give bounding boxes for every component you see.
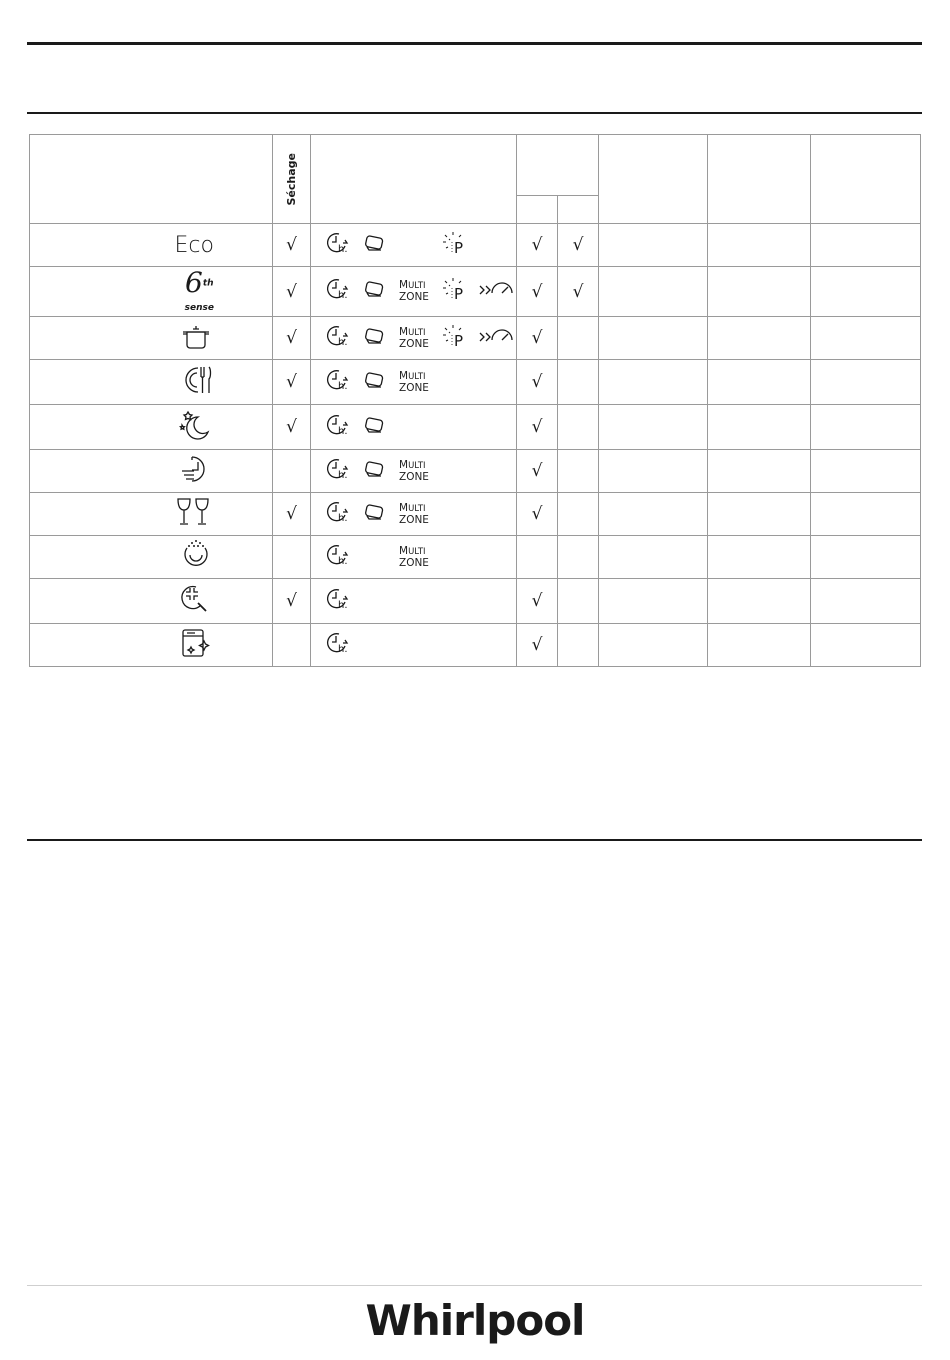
header-sub-a <box>517 196 558 224</box>
svg-text:P: P <box>454 238 464 256</box>
header-program <box>30 135 273 224</box>
program-cell <box>30 624 273 667</box>
col-a-cell <box>517 624 558 667</box>
col-b-cell <box>558 317 599 360</box>
col-a-cell <box>517 224 558 267</box>
header-drying <box>273 135 311 224</box>
drying-label: Séchage <box>285 152 298 206</box>
empty-cell-8 <box>811 360 921 405</box>
svg-text:h.: h. <box>338 380 348 392</box>
6th-sense-icon <box>184 265 214 314</box>
empty-cell-6 <box>599 624 708 667</box>
drying-cell <box>273 224 311 267</box>
multizone-label: MULTI ZONE <box>399 501 429 526</box>
table-row <box>30 624 921 667</box>
program-cell <box>30 450 273 493</box>
check-mark: √ <box>286 328 297 348</box>
header-col-7 <box>708 135 811 224</box>
col-b-cell <box>558 579 599 624</box>
options-cell <box>311 224 517 267</box>
options-cell <box>311 579 517 624</box>
multizone-label: MULTI ZONE <box>399 544 429 569</box>
table-row <box>30 317 921 360</box>
multizone-label: MULTI ZONE <box>399 325 429 350</box>
options-cell <box>311 536 517 579</box>
tablet-icon <box>362 370 386 395</box>
drying-cell <box>273 450 311 493</box>
intensive-pot-icon <box>178 338 214 355</box>
empty-cell-7 <box>708 493 811 536</box>
six-sense-sup: th <box>202 278 214 289</box>
program-cell <box>30 493 273 536</box>
delay-start-icon <box>325 368 351 397</box>
delay-start-icon <box>325 324 351 353</box>
options-cell <box>311 360 517 405</box>
top-rule <box>27 42 922 45</box>
empty-cell-8 <box>811 624 921 667</box>
six-sense-word: sense <box>184 302 214 313</box>
delay-start-icon <box>325 413 351 442</box>
delay-start-icon <box>325 543 351 572</box>
program-cell <box>30 405 273 450</box>
section-rule-lower <box>27 839 922 841</box>
svg-text:h.: h. <box>338 512 348 524</box>
empty-cell-7 <box>708 317 811 360</box>
col-a-cell <box>517 360 558 405</box>
empty-cell-8 <box>811 317 921 360</box>
check-mark: √ <box>286 504 297 524</box>
col-a-cell <box>517 405 558 450</box>
col-b-cell <box>558 493 599 536</box>
glasses-icon <box>174 515 214 532</box>
program-cell <box>30 317 273 360</box>
header-group <box>517 135 599 196</box>
table-row <box>30 536 921 579</box>
program-cell <box>30 267 273 317</box>
drying-cell <box>273 493 311 536</box>
options-cell <box>311 405 517 450</box>
empty-cell-6 <box>599 405 708 450</box>
svg-text:h.: h. <box>338 336 348 348</box>
svg-text:h.: h. <box>338 469 348 481</box>
check-mark: √ <box>531 235 543 255</box>
svg-text:P: P <box>454 331 464 349</box>
empty-cell-6 <box>599 224 708 267</box>
delay-start-icon <box>325 587 351 616</box>
empty-cell-7 <box>708 579 811 624</box>
table-row <box>30 405 921 450</box>
delay-start-icon <box>325 631 351 660</box>
empty-cell-7 <box>708 405 811 450</box>
empty-cell-7 <box>708 360 811 405</box>
drying-cell <box>273 317 311 360</box>
turbo-icon <box>478 280 514 303</box>
tablet-icon <box>362 233 386 258</box>
header-col-6 <box>599 135 708 224</box>
turbo-icon <box>478 327 514 350</box>
delay-start-icon <box>325 457 351 486</box>
program-table <box>29 134 921 667</box>
table-row <box>30 224 921 267</box>
night-moon-icon <box>174 429 214 446</box>
svg-text:h.: h. <box>338 643 348 655</box>
svg-text:h.: h. <box>338 599 348 611</box>
brand-logo: Whirlpool <box>365 1296 585 1345</box>
empty-cell-6 <box>599 360 708 405</box>
col-b-cell <box>558 624 599 667</box>
check-mark: √ <box>531 591 543 611</box>
col-b-cell <box>558 267 599 317</box>
empty-cell-8 <box>811 450 921 493</box>
empty-cell-8 <box>811 267 921 317</box>
drying-cell <box>273 624 311 667</box>
empty-cell-6 <box>599 317 708 360</box>
self-clean-search-icon <box>176 603 214 620</box>
power-clean-icon <box>441 323 467 354</box>
check-mark: √ <box>531 635 543 655</box>
empty-cell-8 <box>811 493 921 536</box>
multizone-label: MULTI ZONE <box>399 369 429 394</box>
section-rule <box>27 112 922 114</box>
svg-text:h.: h. <box>338 243 348 255</box>
col-a-cell <box>517 267 558 317</box>
empty-cell-8 <box>811 405 921 450</box>
options-cell <box>311 493 517 536</box>
table-row <box>30 267 921 317</box>
tablet-icon <box>362 415 386 440</box>
table-row <box>30 450 921 493</box>
empty-cell-7 <box>708 267 811 317</box>
options-cell <box>311 450 517 493</box>
tablet-icon <box>362 459 386 484</box>
options-cell <box>311 267 517 317</box>
col-a-cell <box>517 536 558 579</box>
empty-cell-7 <box>708 224 811 267</box>
tablet-icon <box>362 502 386 527</box>
empty-cell-8 <box>811 224 921 267</box>
check-mark: √ <box>286 281 297 302</box>
header-options <box>311 135 517 224</box>
svg-text:h.: h. <box>338 425 348 437</box>
options-cell <box>311 317 517 360</box>
empty-cell-6 <box>599 267 708 317</box>
delay-start-icon <box>325 231 351 260</box>
program-cell <box>30 360 273 405</box>
empty-cell-6 <box>599 493 708 536</box>
check-mark: √ <box>531 504 543 524</box>
empty-cell-8 <box>811 579 921 624</box>
empty-cell-6 <box>599 579 708 624</box>
check-mark: √ <box>572 235 584 255</box>
drying-cell <box>273 360 311 405</box>
svg-text:P: P <box>454 285 464 302</box>
check-mark: √ <box>531 461 543 481</box>
empty-cell-7 <box>708 536 811 579</box>
tablet-icon <box>362 279 386 304</box>
svg-text:h.: h. <box>338 290 348 301</box>
check-mark: √ <box>286 235 297 255</box>
check-mark: √ <box>531 417 543 437</box>
col-b-cell <box>558 450 599 493</box>
col-a-cell <box>517 450 558 493</box>
footer-rule <box>27 1285 922 1286</box>
check-mark: √ <box>531 281 543 302</box>
drying-cell <box>273 405 311 450</box>
empty-cell-8 <box>811 536 921 579</box>
table-row <box>30 493 921 536</box>
tablet-icon <box>362 326 386 351</box>
empty-cell-7 <box>708 450 811 493</box>
multizone-label: MULTI ZONE <box>399 279 429 303</box>
col-b-cell <box>558 536 599 579</box>
empty-cell-6 <box>599 450 708 493</box>
delay-start-icon <box>325 500 351 529</box>
power-clean-icon <box>441 276 467 307</box>
header-col-8 <box>811 135 921 224</box>
machine-care-icon <box>176 646 214 663</box>
power-clean-icon <box>441 230 467 261</box>
check-mark: √ <box>531 328 543 348</box>
table-row <box>30 579 921 624</box>
delay-start-icon <box>325 277 351 306</box>
col-b-cell <box>558 405 599 450</box>
multizone-label: MULTI ZONE <box>399 458 429 483</box>
program-cell <box>30 579 273 624</box>
empty-cell-7 <box>708 624 811 667</box>
program-cell <box>30 536 273 579</box>
table-row <box>30 360 921 405</box>
check-mark: √ <box>286 591 297 611</box>
check-mark: √ <box>531 372 543 392</box>
daily-plate-cutlery-icon <box>178 384 214 401</box>
col-b-cell <box>558 360 599 405</box>
check-mark: √ <box>286 372 297 392</box>
col-a-cell <box>517 317 558 360</box>
empty-cell-6 <box>599 536 708 579</box>
program-cell <box>30 224 273 267</box>
rinse-icon <box>178 559 214 576</box>
svg-text:h.: h. <box>338 555 348 567</box>
col-a-cell <box>517 579 558 624</box>
drying-cell <box>273 536 311 579</box>
six-sense-number: 6 <box>185 265 203 299</box>
drying-cell <box>273 579 311 624</box>
drying-cell <box>273 267 311 317</box>
fast-clock-icon <box>178 472 214 489</box>
check-mark: √ <box>572 281 584 302</box>
eco-icon: Eco <box>174 232 214 258</box>
check-mark: √ <box>286 417 297 437</box>
header-sub-b <box>558 196 599 224</box>
options-cell <box>311 624 517 667</box>
col-b-cell <box>558 224 599 267</box>
col-a-cell <box>517 493 558 536</box>
